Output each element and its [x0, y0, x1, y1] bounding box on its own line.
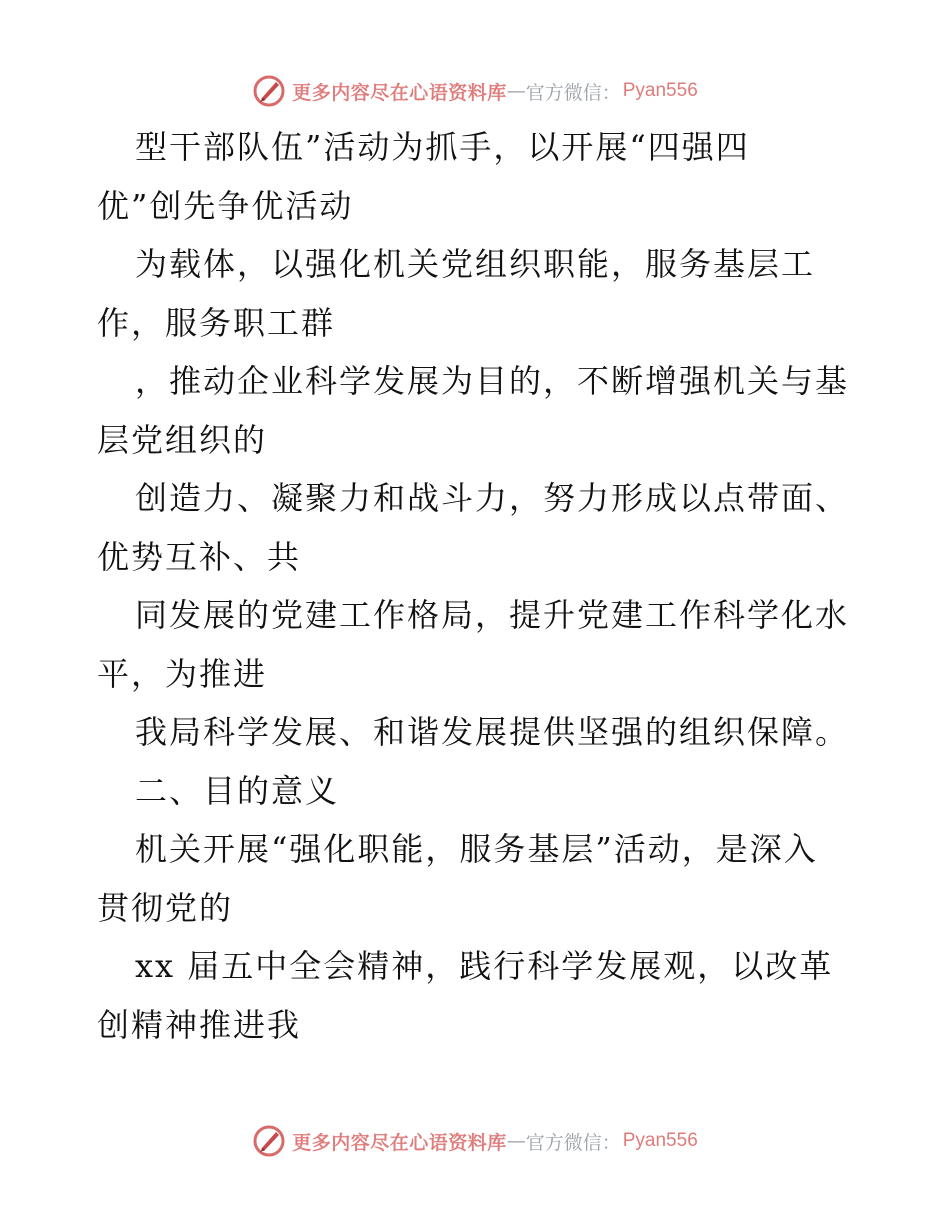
- banner-main-text: 更多内容尽在心语资料库: [292, 1131, 507, 1154]
- banner-wechat-label: 官方微信：: [525, 81, 621, 104]
- quill-logo-icon: [252, 1124, 286, 1158]
- document-body: [97, 118, 857, 1054]
- text-line: 作，服务职工群: [97, 303, 336, 342]
- footer-watermark-banner: [0, 1121, 950, 1161]
- banner-wechat-label: 官方微信：: [525, 1131, 621, 1154]
- text-line: xx 届五中全会精神，践行科学发展观，以改革: [135, 947, 834, 985]
- text-line: 优势互补、共: [97, 537, 302, 576]
- text-line: 优”创先争优活动: [97, 186, 354, 225]
- text-line: 我局科学发展、和谐发展提供坚强的组织保障。: [135, 713, 850, 751]
- banner-wechat-id: Pyan556: [622, 1130, 698, 1151]
- text-line: 创造力、凝聚力和战斗力，努力形成以点带面、: [135, 479, 850, 517]
- text-line: 为载体，以强化机关党组织职能，服务基层工: [135, 245, 816, 283]
- text-line: 型干部队伍”活动为抓手，以开展“四强四: [135, 128, 750, 166]
- text-line: ，推动企业科学发展为目的，不断增强机关与基: [135, 362, 850, 400]
- banner-wechat-id: Pyan556: [622, 80, 698, 101]
- header-watermark-banner: [0, 71, 950, 111]
- quill-logo-icon: [252, 74, 286, 108]
- text-line: 层党组织的: [97, 420, 268, 459]
- section-heading: 二、目的意义: [135, 771, 340, 810]
- text-line: 创精神推进我: [97, 1005, 302, 1044]
- banner-dash: —: [506, 80, 526, 102]
- banner-dash: —: [506, 1130, 526, 1152]
- text-line: 贯彻党的: [97, 888, 234, 927]
- text-line: 同发展的党建工作格局，提升党建工作科学化水: [135, 596, 850, 634]
- text-line: 机关开展“强化职能，服务基层”活动，是深入: [135, 830, 818, 868]
- banner-main-text: 更多内容尽在心语资料库: [292, 81, 507, 104]
- text-line: 平，为推进: [97, 654, 268, 693]
